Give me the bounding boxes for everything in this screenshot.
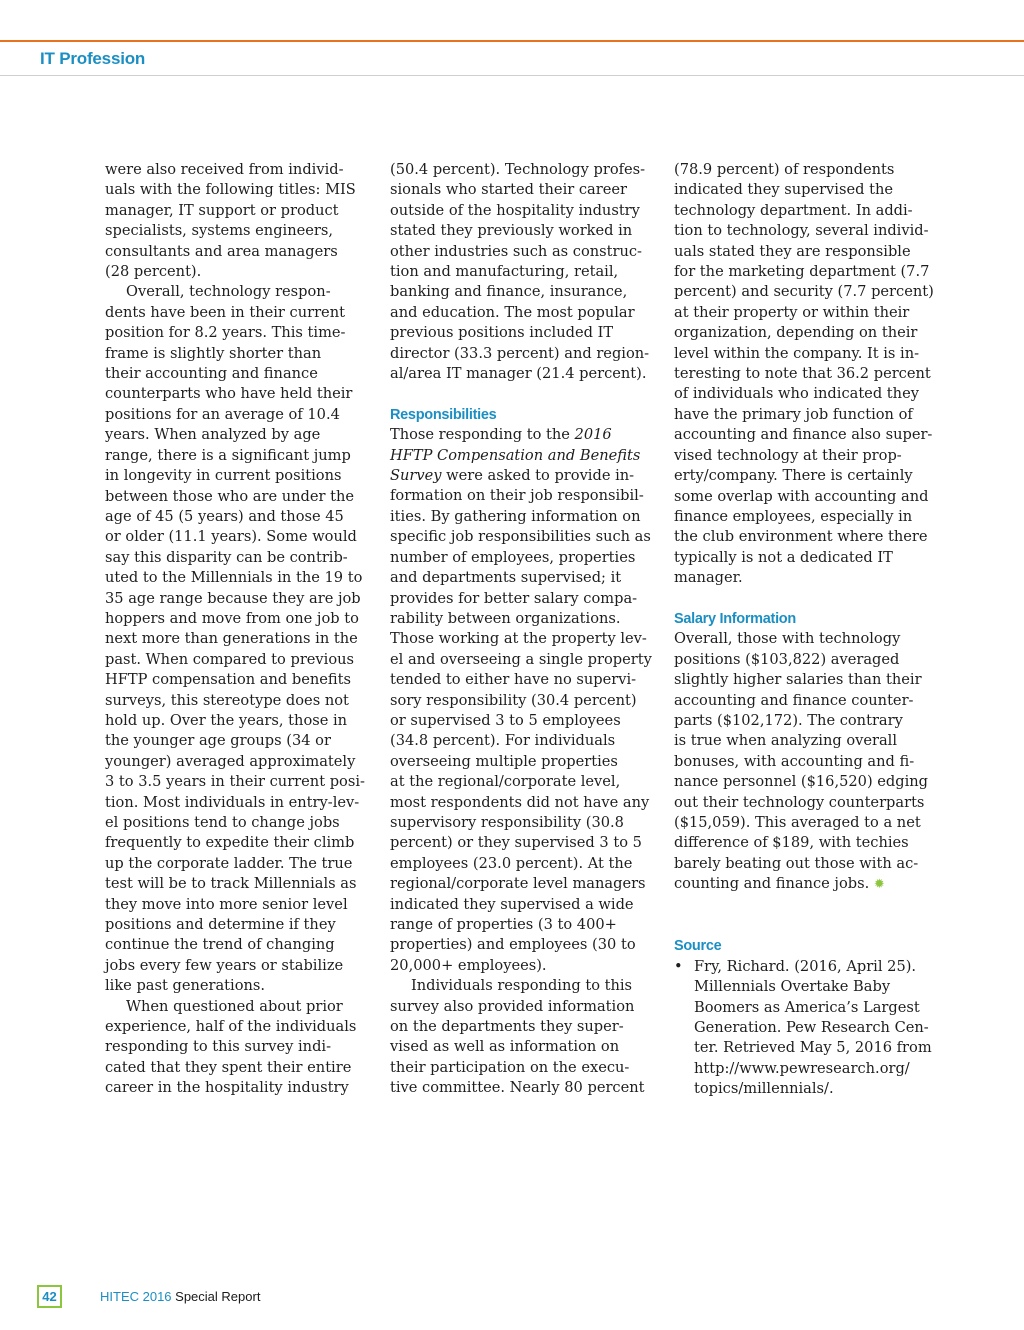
paragraph-line: tended to either have no supervi- [390, 671, 637, 689]
paragraph-line: (50.4 percent). Technology profes- [390, 161, 646, 178]
page-number: 42 [37, 1285, 62, 1308]
paragraph-line: experience, half of the individuals [105, 1018, 357, 1036]
paragraph-line: between those who are under the [105, 487, 355, 505]
text-column-1 [105, 160, 363, 1099]
paragraph-line: sionals who started their career [390, 181, 627, 199]
paragraph-line: frequently to expedite their climb [105, 834, 355, 852]
paragraph-line: on the departments they super- [390, 1018, 624, 1036]
section-label: IT Profession [40, 49, 146, 68]
paragraph-line: HFTP compensation and benefits [105, 671, 351, 689]
paragraph-line: dents have been in their current [105, 303, 345, 321]
paragraph-line: have the primary job function of [674, 405, 913, 423]
heading-salary-information: Salary Information [674, 610, 796, 627]
paragraph-line: their accounting and finance [105, 365, 318, 383]
paragraph-line: ter. Retrieved May 5, 2016 from [694, 1039, 932, 1057]
paragraph-line: director (33.3 percent) and region- [390, 344, 650, 362]
paragraph-line: vised as well as information on [390, 1038, 620, 1056]
paragraph-line: slightly higher salaries than their [674, 671, 922, 689]
paragraph-line: hold up. Over the years, those in [105, 711, 348, 729]
paragraph-line: out their technology counterparts [674, 793, 925, 811]
paragraph-line: like past generations. [105, 977, 266, 995]
paragraph-line: rability between organizations. [390, 609, 621, 627]
paragraph-line: at the regional/corporate level, [390, 773, 621, 791]
paragraph-line: other industries such as construc- [390, 242, 642, 260]
paragraph-line: they move into more senior level [105, 895, 348, 913]
paragraph-line: stated they previously worked in [390, 222, 633, 240]
paragraph-line: uted to the Millennials in the 19 to [105, 569, 363, 587]
paragraph-line: uals stated they are responsible [674, 242, 911, 260]
paragraph-line: hoppers and move from one job to [105, 609, 359, 627]
paragraph-line: and education. The most popular [390, 303, 635, 321]
paragraph-line: Generation. Pew Research Cen- [694, 1019, 929, 1037]
header-divider [0, 75, 1024, 76]
paragraph-line: manager, IT support or product [105, 201, 339, 219]
paragraph-line: technology department. In addi- [674, 201, 913, 219]
paragraph-line: Overall, technology respon- [126, 283, 331, 301]
paragraph-line: some overlap with accounting and [674, 487, 929, 505]
paragraph-line: bonuses, with accounting and fi- [674, 752, 915, 770]
paragraph-line: previous positions included IT [390, 324, 614, 342]
paragraph-line: range of properties (3 to 400+ [390, 916, 617, 934]
paragraph-line: employees (23.0 percent). At the [390, 854, 633, 872]
paragraph-line: test will be to track Millennials as [105, 875, 357, 893]
paragraph-line: responding to this survey indi- [105, 1038, 332, 1056]
text-column-2 [390, 160, 652, 1099]
paragraph-line: manager. [674, 569, 743, 587]
paragraph [390, 160, 648, 384]
paragraph-line: nance personnel ($16,520) edging [674, 773, 929, 791]
paragraph-line: el and overseeing a single property [390, 650, 652, 668]
paragraph-line: 3 to 3.5 years in their current posi- [105, 773, 365, 791]
paragraph-line: el positions tend to change jobs [105, 814, 340, 831]
paragraph-line: parts ($102,172). The contrary [674, 711, 903, 729]
paragraph-line: number of employees, properties [390, 548, 636, 566]
paragraph [390, 486, 652, 976]
paragraph-line: or supervised 3 to 5 employees [390, 711, 621, 729]
paragraph-line: outside of the hospitality industry [390, 201, 640, 219]
paragraph-line: difference of $189, with techies [674, 834, 909, 852]
source-citation [694, 957, 932, 1100]
paragraph-line: formation on their job responsibil- [390, 487, 644, 505]
paragraph-line: Millennials Overtake Baby [694, 978, 891, 996]
paragraph-line: (78.9 percent) of respondents [674, 161, 895, 178]
paragraph-line: topics/millennials/. [694, 1080, 834, 1098]
paragraph-line: jobs every few years or stabilize [105, 956, 344, 974]
paragraph-line: or older (11.1 years). Some would [105, 528, 357, 546]
paragraph-line: up the corporate ladder. The true [105, 854, 353, 872]
source-list-item [674, 957, 932, 1100]
footer-report: Special Report [171, 1289, 261, 1304]
paragraph-line: ities. By gathering information on [390, 507, 641, 525]
paragraph-line: Survey were asked to provide in- [390, 467, 635, 485]
paragraph-line: their participation on the execu- [390, 1058, 630, 1076]
end-of-article-icon: ✹ [873, 877, 885, 893]
paragraph-line: al/area IT manager (21.4 percent). [390, 365, 647, 383]
paragraph-line: level within the company. It is in- [674, 344, 920, 362]
paragraph-line: percent) or they supervised 3 to 5 [390, 834, 642, 852]
heading-source: Source [674, 938, 722, 955]
paragraph-line: next more than generations in the [105, 630, 358, 648]
paragraph-line: banking and finance, insurance, [390, 283, 628, 301]
paragraph-line: most respondents did not have any [390, 793, 650, 811]
paragraph-line: survey also provided information [390, 997, 635, 1015]
paragraph-line: accounting and finance counter- [674, 691, 914, 709]
paragraph-line: continue the trend of changing [105, 936, 335, 954]
paragraph-line: younger) averaged approximately [105, 752, 356, 770]
paragraph-line: Boomers as America’s Largest [694, 998, 920, 1016]
paragraph-line: Overall, those with technology [674, 630, 901, 648]
paragraph-line: (34.8 percent). For individuals [390, 732, 616, 750]
paragraph-line: say this disparity can be contrib- [105, 548, 348, 566]
paragraph-line: and departments supervised; it [390, 569, 622, 587]
paragraph-line: Those responding to the 2016 [390, 426, 612, 444]
paragraph-line: tion. Most individuals in entry-lev- [105, 793, 360, 811]
paragraph-line: tive committee. Nearly 80 percent [390, 1079, 645, 1097]
paragraph [105, 282, 363, 996]
paragraph-line: When questioned about prior [126, 997, 343, 1015]
paragraph-line: uals with the following titles: MIS [105, 181, 356, 199]
paragraph-line: Fry, Richard. (2016, April 25). [694, 957, 917, 975]
paragraph [105, 997, 363, 1099]
heading-responsibilities: Responsibilities [390, 406, 497, 423]
footer-title [100, 1289, 260, 1304]
paragraph-line: range, there is a significant jump [105, 446, 351, 464]
paragraph-line: career in the hospitality industry [105, 1079, 349, 1097]
header-rule [0, 40, 1024, 42]
paragraph-line: organization, depending on their [674, 324, 918, 342]
paragraph-line: specific job responsibilities such as [390, 528, 651, 546]
paragraph-line: positions for an average of 10.4 [105, 405, 340, 423]
paragraph-line: counting and finance jobs. ✹ [674, 875, 885, 893]
paragraph-line: finance employees, especially in [674, 507, 913, 525]
paragraph-line: the club environment where there [674, 528, 928, 546]
paragraph-line: Individuals responding to this [411, 977, 633, 995]
paragraph-line: tion and manufacturing, retail, [390, 263, 619, 281]
paragraph-line: provides for better salary compa- [390, 589, 638, 607]
paragraph-line: supervisory responsibility (30.8 [390, 813, 624, 831]
paragraph-line: is true when analyzing overall [674, 732, 898, 750]
paragraph-line: accounting and finance also super- [674, 426, 933, 444]
paragraph-line: teresting to note that 36.2 percent [674, 365, 931, 383]
paragraph-line: counterparts who have held their [105, 385, 353, 403]
paragraph [390, 976, 648, 1098]
paragraph-line: surveys, this stereotype does not [105, 691, 349, 709]
paragraph-line: http://www.pewresearch.org/ [694, 1059, 910, 1077]
paragraph-line: specialists, systems engineers, [105, 222, 333, 240]
paragraph-line: in longevity in current positions [105, 467, 342, 485]
paragraph-line: vised technology at their prop- [674, 446, 902, 464]
paragraph-line: tion to technology, several individ- [674, 222, 929, 240]
paragraph-line: ($15,059). This averaged to a net [674, 813, 921, 831]
paragraph-line: cated that they spent their entire [105, 1058, 352, 1076]
paragraph-line: at their property or within their [674, 303, 910, 321]
paragraph-line: age of 45 (5 years) and those 45 [105, 507, 344, 525]
paragraph-line: erty/company. There is certainly [674, 467, 913, 485]
paragraph-line: for the marketing department (7.7 [674, 263, 930, 281]
paragraph-line: the younger age groups (34 or [105, 732, 331, 750]
paragraph-line: consultants and area managers [105, 242, 338, 260]
paragraph-line: regional/corporate level managers [390, 875, 646, 893]
paragraph-line: years. When analyzed by age [105, 426, 321, 444]
paragraph-line: 35 age range because they are job [105, 589, 361, 607]
paragraph [674, 629, 932, 874]
paragraph-line: position for 8.2 years. This time- [105, 324, 346, 342]
paragraph-line: overseeing multiple properties [390, 752, 618, 770]
paragraph [674, 160, 932, 589]
paragraph-line: past. When compared to previous [105, 650, 355, 668]
paragraph-line: properties) and employees (30 to [390, 936, 636, 954]
paragraph-line: barely beating out those with ac- [674, 854, 919, 872]
text-column-3 [674, 160, 932, 1100]
paragraph-line: of individuals who indicated they [674, 385, 919, 403]
paragraph-line: positions and determine if they [105, 916, 336, 934]
paragraph-line: positions ($103,822) averaged [674, 650, 900, 668]
paragraph [105, 160, 363, 282]
bullet-icon: • [674, 957, 683, 975]
paragraph-line: were also received from individ- [105, 161, 344, 178]
paragraph-line: typically is not a dedicated IT [674, 548, 893, 566]
paragraph-line: Those working at the property lev- [390, 630, 647, 648]
paragraph-line: sory responsibility (30.4 percent) [390, 691, 637, 709]
footer-brand: HITEC 2016 [100, 1289, 172, 1304]
paragraph-line: indicated they supervised the [674, 181, 893, 199]
paragraph-line: percent) and security (7.7 percent) [674, 283, 934, 301]
paragraph-line: (28 percent). [105, 263, 202, 281]
paragraph-line: frame is slightly shorter than [105, 344, 322, 362]
paragraph-line: indicated they supervised a wide [390, 895, 634, 913]
paragraph-line: 20,000+ employees). [390, 956, 547, 974]
paragraph-line: HFTP Compensation and Benefits [390, 446, 641, 464]
